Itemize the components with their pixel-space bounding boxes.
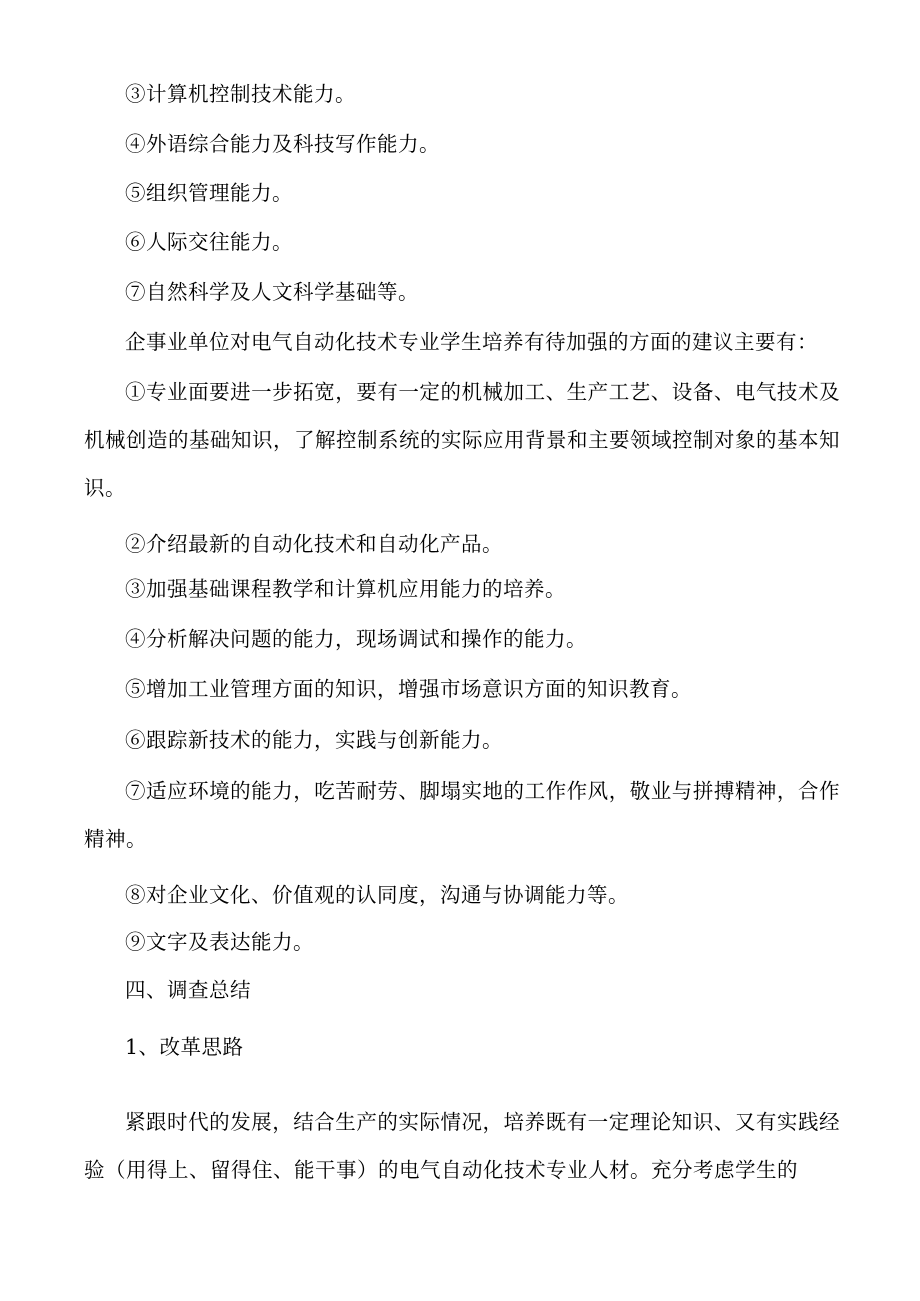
paragraph-6: 企事业单位对电气自动化技术专业学生培养有待加强的方面的建议主要有： (125, 330, 818, 354)
paragraph-5: ⑦自然科学及人文科学基础等。 (125, 280, 419, 304)
paragraph-3: ⑤组织管理能力。 (125, 181, 293, 205)
paragraph-8: ②介绍最新的自动化技术和自动化产品。 (125, 532, 503, 556)
paragraph-9: ③加强基础课程教学和计算机应用能力的培养。 (125, 577, 566, 601)
paragraph-13: ⑦适应环境的能力，吃苦耐劳、脚塌实地的工作作风，敬业与拼搏精神，合作精神。 (84, 779, 840, 851)
paragraph-15: ⑨文字及表达能力。 (125, 930, 314, 954)
paragraph-7: ①专业面要进一步拓宽，要有一定的机械加工、生产工艺、设备、电气技术及机械创造的基础知识，了解控制系统的实际应用背景和主要领域控制对象的基本知识。 (84, 380, 840, 500)
paragraph-12: ⑥跟踪新技术的能力，实践与创新能力。 (125, 728, 503, 752)
paragraph-4: ⑥人际交往能力。 (125, 230, 293, 254)
paragraph-11: ⑤增加工业管理方面的知识，增强市场意识方面的知识教育。 (125, 677, 692, 701)
paragraph-10: ④分析解决问题的能力，现场调试和操作的能力。 (125, 627, 587, 651)
paragraph-14: ⑧对企业文化、价值观的认同度，沟通与协调能力等。 (125, 883, 629, 907)
paragraph-1: ③计算机控制技术能力。 (125, 82, 356, 106)
paragraph-2: ④外语综合能力及科技写作能力。 (125, 132, 440, 156)
paragraph-16: 紧跟时代的发展，结合生产的实际情况，培养既有一定理论知识、又有实践经验（用得上、留得住、能干事）的电气自动化技术专业人材。充分考虑学生的 (84, 1110, 840, 1182)
subsection-heading: 1、改革思路 (125, 1035, 244, 1059)
section-heading: 四、调查总结 (125, 978, 251, 1002)
